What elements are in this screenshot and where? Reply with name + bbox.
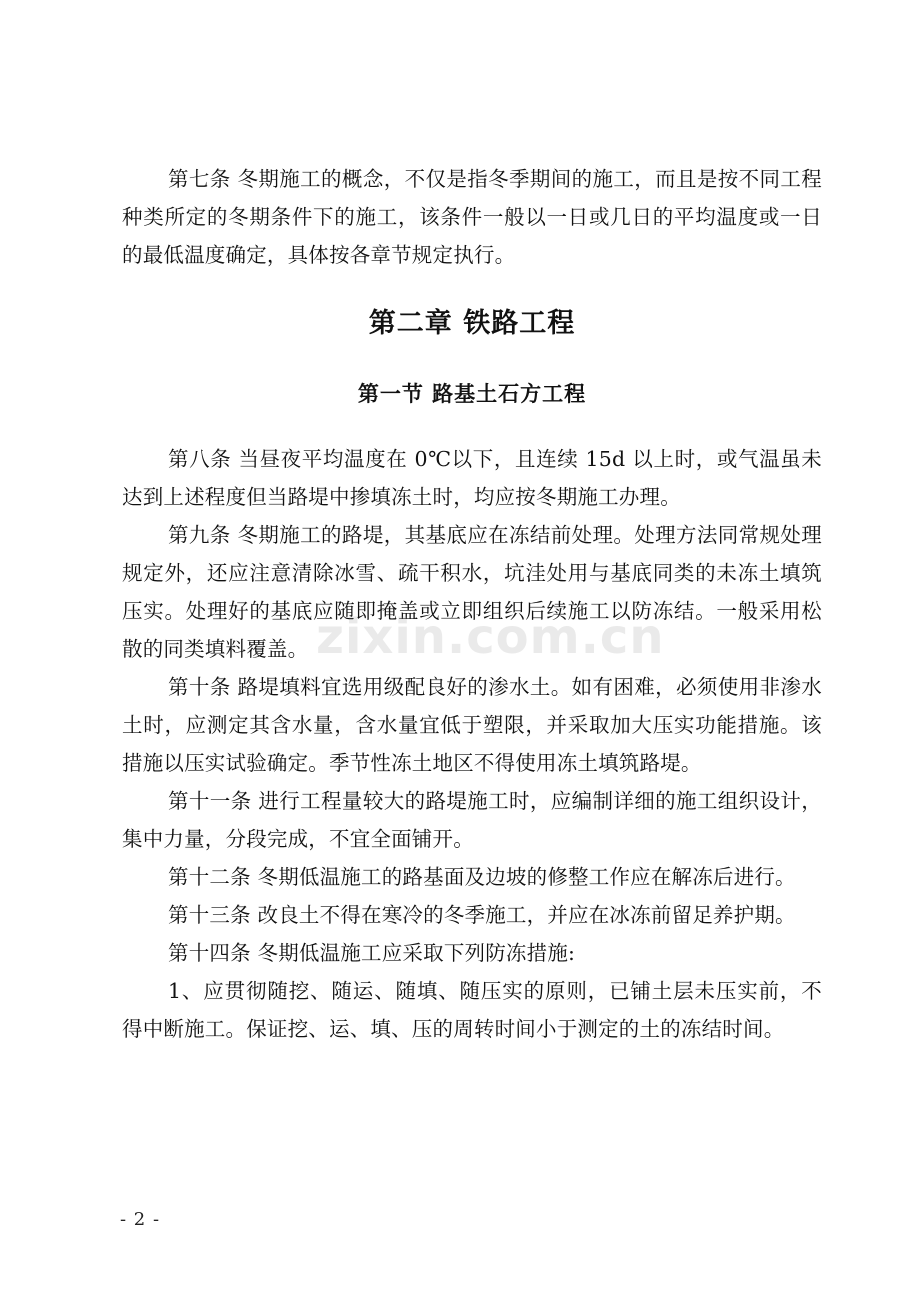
measure-1-paragraph: 1、应贯彻随挖、随运、随填、随压实的原则，已铺土层未压实前，不得中断施工。保证挖、运、填、压的周转时间小于测定的土的冻结时间。	[122, 979, 822, 1041]
document-content	[122, 160, 822, 1048]
article-13-paragraph: 第十三条 改良土不得在寒冷的冬季施工，并应在冰冻前留足养护期。	[168, 903, 796, 927]
section-spacer	[122, 414, 822, 440]
article-10-paragraph: 第十条 路堤填料宜选用级配良好的渗水土。如有困难，必须使用非渗水土时，应测定其含水量，含水量宜低于塑限，并采取加大压实功能措施。该措施以压实试验确定。季节性冻土地区不得使用冻土填筑路堤。	[122, 675, 822, 775]
article-7-paragraph: 第七条 冬期施工的概念，不仅是指冬季期间的施工，而且是按不同工程种类所定的冬期条件下的施工，该条件一般以一日或几日的平均温度或一日的最低温度确定，具体按各章节规定执行。	[122, 167, 822, 267]
article-11-paragraph: 第十一条 进行工程量较大的路堤施工时，应编制详细的施工组织设计，集中力量，分段完成，不宜全面铺开。	[122, 789, 822, 851]
site-watermark: zixin.com.cn	[316, 609, 665, 665]
chapter-title: 第二章 铁路工程	[368, 308, 576, 339]
article-8-paragraph: 第八条 当昼夜平均温度在 0℃以下，且连续 15d 以上时，或气温虽未达到上述程度但当路堤中掺填冻土时，均应按冬期施工办理。	[122, 447, 822, 509]
page-number: - 2 -	[120, 1209, 161, 1230]
article-14-paragraph: 第十四条 冬期低温施工应采取下列防冻措施:	[168, 941, 576, 965]
section-title: 第一节 路基土石方工程	[357, 381, 587, 406]
article-12-paragraph: 第十二条 冬期低温施工的路基面及边坡的修整工作应在解冻后进行。	[168, 865, 796, 889]
article-9-paragraph: 第九条 冬期施工的路堤，其基底应在冻结前处理。处理方法同常规处理规定外，还应注意清除冰雪、疏干积水，坑洼处用与基底同类的未冻土填筑压实。处理好的基底应随即掩盖或立即组织后续施工以防冻结。一般采用松散的同类填料覆盖。	[122, 523, 822, 661]
